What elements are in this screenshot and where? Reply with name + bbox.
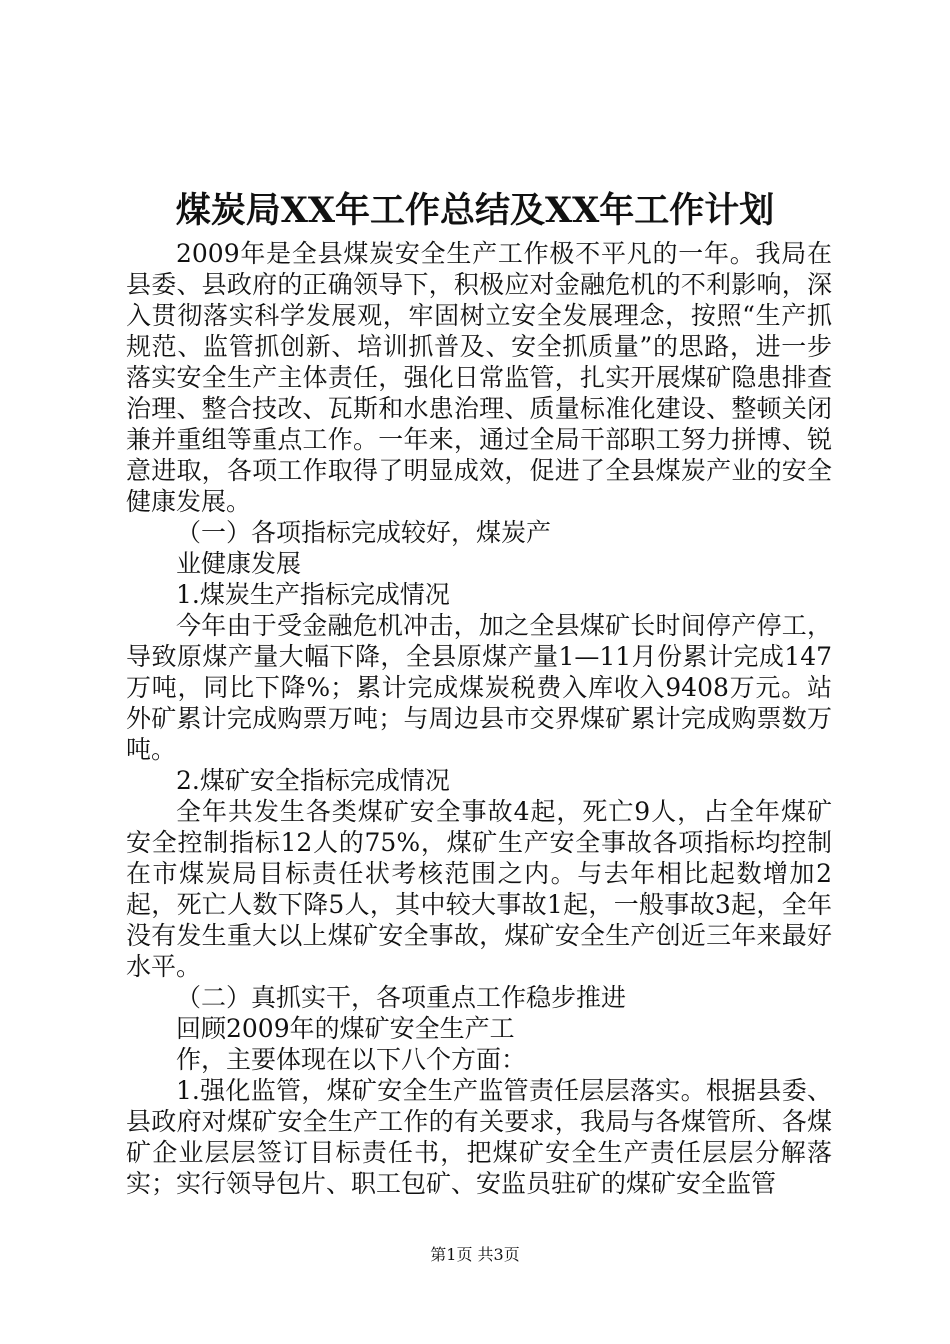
paragraph-production: 今年由于受金融危机冲击，加之全县煤矿长时间停产停工，导致原煤产量大幅下降，全县原煤产量1—11月份累计完成147万吨，同比下降%；累计完成煤炭税费入库收入9408万元。站外矿累计完成购票万吨；与周边县市交界煤矿累计完成购票数万吨。 xyxy=(126,611,832,764)
paragraph-supervision: 1.强化监管，煤矿安全生产监管责任层层落实。根据县委、县政府对煤矿安全生产工作的有关要求，我局与各煤管所、各煤矿企业层层签订目标责任书，把煤矿安全生产责任层层分解落实；实行领导包片、职工包矿、安监员驻矿的煤矿安全监管 xyxy=(126,1076,832,1198)
section-heading-2: （二）真抓实干，各项重点工作稳步推进 xyxy=(176,983,627,1012)
document-title: 煤炭局XX年工作总结及XX年工作计划 xyxy=(175,190,775,231)
paragraph-intro: 2009年是全县煤炭安全生产工作极不平凡的一年。我局在县委、县政府的正确领导下，积极应对金融危机的不利影响，深入贯彻落实科学发展观，牢固树立安全发展理念，按照“生产抓规范、监管抓创新、培训抓普及、安全抓质量”的思路，进一步落实安全生产主体责任，强化日常监管，扎实开展煤矿隐患排查治理、整合技改、瓦斯和水患治理、质量标准化建设、整顿关闭兼并重组等重点工作。一年来，通过全局干部职工努力拼博、锐意进取，各项工作取得了明显成效，促进了全县煤炭产业的安全健康发展。 xyxy=(126,239,832,516)
section-heading-1-cont: 业健康发展 xyxy=(176,549,302,578)
document-body xyxy=(126,238,832,1199)
subheading-safety: 2.煤矿安全指标完成情况 xyxy=(176,766,450,795)
paragraph-review-cont: 作，主要体现在以下八个方面： xyxy=(176,1045,527,1074)
page-footer: 第1页 共3页 xyxy=(430,1245,520,1264)
section-heading-1: （一）各项指标完成较好，煤炭产 xyxy=(176,518,552,547)
paragraph-safety: 全年共发生各类煤矿安全事故4起，死亡9人，占全年煤矿安全控制指标12人的75%，煤矿生产安全事故各项指标均控制在市煤炭局目标责任状考核范围之内。与去年相比起数增加2起，死亡人数下降5人，其中较大事故1起，一般事故3起，全年没有发生重大以上煤矿安全事故，煤矿安全生产创近三年来最好水平。 xyxy=(126,797,832,981)
paragraph-review: 回顾2009年的煤矿安全生产工 xyxy=(176,1014,515,1043)
subheading-production: 1.煤炭生产指标完成情况 xyxy=(176,580,450,609)
